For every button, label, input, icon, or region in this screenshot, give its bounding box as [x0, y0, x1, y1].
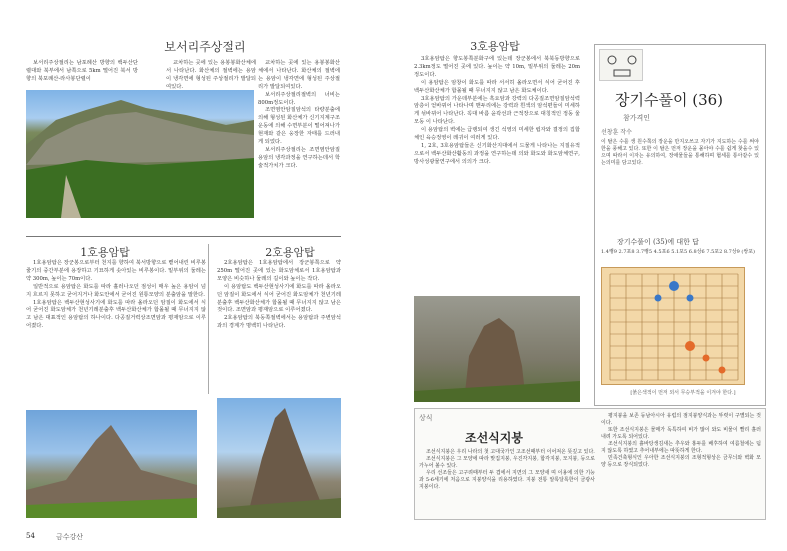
puzzle-author: 선창훈 작수 — [601, 129, 632, 136]
cliff-photo — [26, 90, 254, 218]
article1-col2-top: 교차하는 곳에 있는 용봉봉화산체에서 나타난다. 화산체의 절벽에는 용암이 냉각면에 형성된 주상절리가 발달되여있다. — [166, 60, 256, 90]
article4-body: 3호용암탑은 향도봉쪽분화구에 있는데 장군봉에서 북북동방향으로 2.3km정도 떨어진 곳에 있다. 높이는 약 10m, 밑부위의 둘레는 20m정도이다. 이 용암탑은 암창이 화도를 따라 서서히 올라오면서 식어 굳어진 후 백두산화산체가 합몰될 때 무너지지 않고 남은 화도체이다. 3호용암탑의 가운데부분에는 흑요암과 강력의 다공질조면암질암석력암층이 얻바뀌어 나타나며 맨두리에는 강력과 흰색의 암석편들이 미세하게 섞바뀌어 나타난다. 꼭대 바름 윤곽선과 근적장으로 대칭적인 정동 울 모동 이 나타난다. 이 용암탑의 벽에는 급랭되여 생긴 석영의 미세한 립자와 결정의 집합체인 육승정영이 레귀이 여러게 있다. 1, 2호, 3호용암탑들은 신기화산지대에서 드물게 나타나는 지질유적으로서 백두산화산활동의 과정을 연구하는데 의와 화도와 화도암체연구, 방사성광물연구에서 의의가 크다. — [414, 56, 580, 165]
article5-col1: 조선식지붕은 우리 나라의 첫 고대국가인 고조선때부터 이어져온 뜻깊고 있다. 조선식지붕은 그 모양에 따라 맞집지붕, 우진각지붕, 합각지붕, 모지붕, 등으로 가누어 볼수 있다. 우리 선조들은 고구려때부터 두 겹에서 지면의 그 모양새 며 이용에 의한 기능과 5-6세기에 처음으로 지붕양식을 리용하였다. 지붕 전통 알록달록한이 금광사지붕이다. — [419, 449, 595, 490]
lava-tower-1-photo — [26, 410, 197, 518]
article1-title: 보서리주상절리 — [164, 40, 246, 54]
answer-text: 1.4뻥9 2.7포8 3.7뻥5 4.5포6 5.1포5 6.8상6 7.5포2 8.7상9 (쌍포) — [601, 249, 755, 255]
puzzle-title: 장기수풀이 (36) — [615, 91, 724, 109]
article2-title: 1호용암탑 — [80, 246, 130, 259]
puzzle-desc: 이 탈은 수를 생 원수쪽의 장운을 만지오쓰고 자기가 지도하는 수를 써야 한을 풍해고 있다. 또한 이 탈은 먼저 장운을 몰아야 수를 쉽게 찾을수 있으며 따라서 이자는 유의하여, 장애물들을 통해하며 협세를 통아같수 있는의미를 담고있다. — [601, 139, 759, 166]
column-divider — [208, 244, 209, 394]
article2-body: 1호용암탑은 장군봉으로부터 천지를 향하여 북서방향으로 뻗어내린 비루봉줄기의 중간부분에 용장하고 기묘하게 솟아있는 비루봉이다. 밑부위의 둘레는 약 300m, 높이는 70m이다. 일반적으로 용암탑은 화도를 따라 흘러나오던 점성이 매우 높은 용암이 넘지 흐르지 못하고 굳어지거나 화도안에서 굳어진 원통모양의 분출암을 말한다. 1호용암탑은 백두산현성사기에 화도를 따라 올라오던 암질이 화도에서 식어 굳어진 화도암체가 천년기레분출후 백두산화산체가 합몰될 때 무너지지 않고 남은 대표적인 용암탑의 하나이다. 다공질거력상조면암과 평재암으로 이루어졌다. — [26, 260, 206, 330]
lava-tower-3-photo — [414, 296, 580, 402]
article5-col2: 평지붕을 보존 등남아시아 유럽의 점지붕양식과는 뚜렷이 구별되는 것이다. 또한 조선식지붕은 물매가 독특하여 비가 많이 와도 비물이 빨리 흘러내려 가도록 되어있다. 조선식지붕의 흙바탕생김새는 추우와 홍두를 배후하여 여름철에는 덥지 않도록 하였고 추어내부에는 따뜻하게 한다. 민족건축형식인 우아한 조선식지붕의 조형적형상은 금무늬와 벽화 모양 등으로 장식되었다. — [601, 413, 761, 468]
board-caption: [붉은색적이 먼저 외서 무승부적을 이겨야 한다.] — [630, 390, 736, 396]
magazine-name: 금수강산 — [56, 533, 84, 541]
article3-body: 2호용암탑은 1호용암탑에서 장군봉쪽으로 약 250m 떨어진 곳에 있는 화도암체로서 1호용암탑과 모양은 비슷하나 둘레의 길이와 높이는 작다. 이 용암탑도 백두산현성사기에 화도를 따라 올라오던 암질이 화도에서 식어 굳어진 화도암체가 천년기레분출후 백두산화산체가 합몰될 때 무너지지 않고 남은것이다. 조면암과 평재암으로 이루어졌다. 2호용암탑의 북동쪽절벽에서는 용암탑과 주변암석과의 경계가 명백히 나타난다. — [217, 260, 341, 330]
puzzle-box — [594, 44, 766, 406]
janggi-board — [601, 267, 745, 385]
article5-title: 조선식지붕 — [465, 431, 523, 445]
page-number: 54 — [26, 532, 35, 540]
article5-tag: 상식 — [419, 414, 433, 422]
players-icon — [599, 49, 643, 81]
article3-title: 2호용암탑 — [265, 246, 315, 259]
roof-article-box — [414, 408, 766, 520]
lava-tower-2-photo — [217, 398, 341, 518]
article1-col2: 교차하는 곳에 있는 용봉봉화산체에서 나타난다. 화산체의 절벽에는 용암이 냉각면에 형성된 주상절리가 발달되여있다. 보서리주상절리절벽의 너비는 800m정도이다. 조면염안암질암석의 타량분출에 의해 형성된 화산체가 신기지계구조운동에 의해 수면부분이 떨어져나가 현재와 같은 웅장한 자태를 드러내게 되었다. 보서리주상절리는 조면염안암질용암의 냉각과정을 연구하는데서 학술적가치가 크다. — [258, 60, 340, 169]
puzzle-subtitle: 참가격인 — [623, 114, 651, 122]
article1-col1: 보서리주상절리는 남포례산 방향의 백두산단렬대와 북부에서 남쪽으로 5km 떨어진 북서 방향의 북포례산-라사봉단렬이 — [26, 60, 138, 82]
article4-title: 3호용암탑 — [470, 40, 520, 53]
divider — [26, 236, 341, 237]
answer-title: 장기수풀이 (35)에 대한 답 — [617, 238, 699, 246]
